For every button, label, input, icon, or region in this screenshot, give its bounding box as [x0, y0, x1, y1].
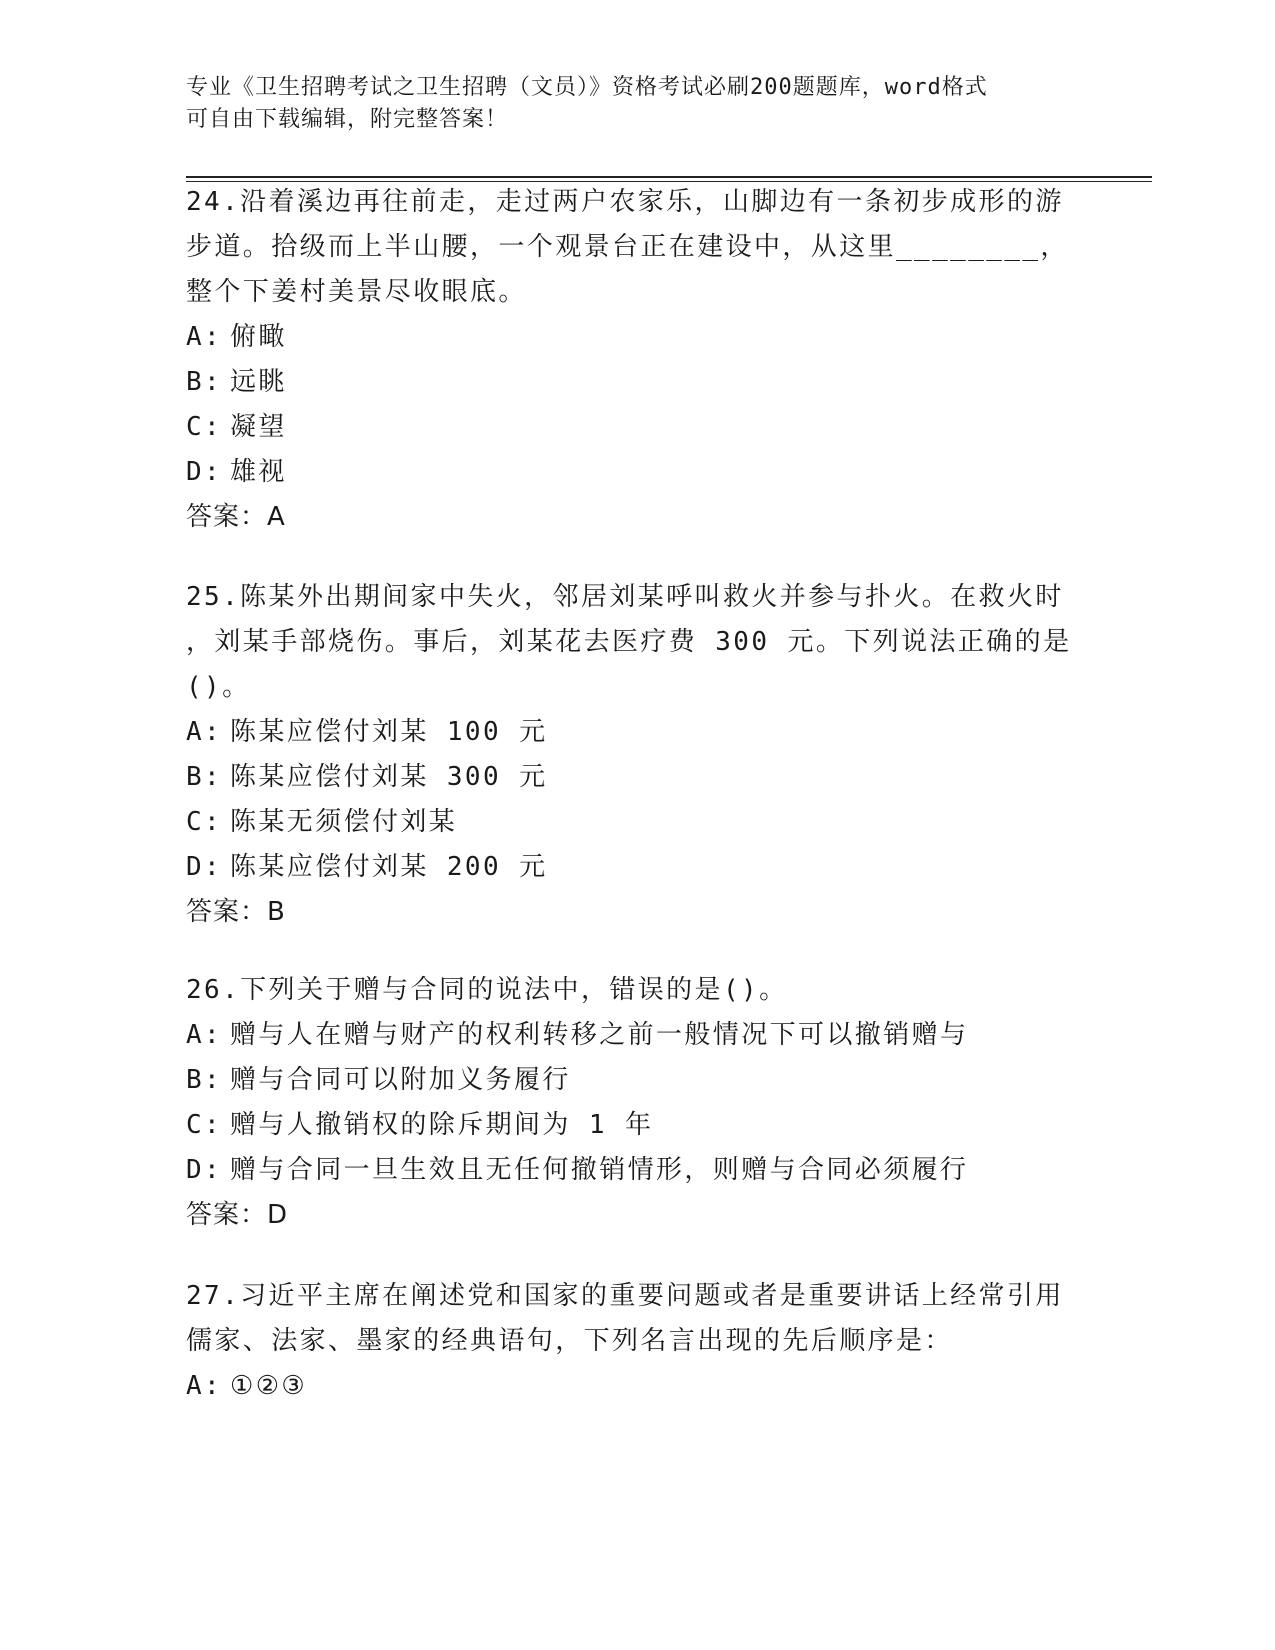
header-line-2: 可自由下载编辑，附完整答案！: [186, 107, 509, 132]
option-text: ①②③: [230, 1371, 308, 1401]
option-text: 赠与合同一旦生效且无任何撤销情形，则赠与合同必须履行: [230, 1155, 969, 1185]
option-a: [186, 315, 1086, 360]
option-text: 陈某无须偿付刘某: [230, 807, 458, 837]
option-letter: B:: [186, 1065, 223, 1095]
option-text: 凝望: [230, 412, 287, 442]
option-text: 雄视: [230, 457, 287, 487]
question-26: [186, 968, 1086, 1238]
question-27: [186, 1274, 1086, 1409]
question-stem-line: ，刘某手部烧伤。事后，刘某花去医疗费 300 元。下列说法正确的是: [186, 627, 1072, 657]
question-stem-line: 步道。拾级而上半山腰，一个观景台正在建设中，从这里________，: [186, 232, 1069, 262]
document-header: [186, 72, 1066, 136]
question-stem-line: 26.下列关于赠与合同的说法中，错误的是()。: [186, 975, 788, 1005]
option-b: [186, 1058, 1086, 1103]
option-text: 远眺: [230, 367, 287, 397]
option-letter: D:: [186, 1155, 223, 1185]
option-text: 赠与人撤销权的除斥期间为 1 年: [230, 1110, 654, 1140]
answer-line: 答案：A: [186, 502, 286, 532]
option-letter: D:: [186, 852, 223, 882]
option-letter: A:: [186, 1020, 223, 1050]
option-d: [186, 1148, 1086, 1193]
question-24: [186, 180, 1086, 540]
question-stem-line: 25.陈某外出期间家中失火，邻居刘某呼叫救火并参与扑火。在救火时: [186, 582, 1064, 612]
option-letter: A:: [186, 322, 223, 352]
option-d: [186, 450, 1086, 495]
option-letter: B:: [186, 762, 223, 792]
option-text: 赠与合同可以附加义务履行: [230, 1065, 571, 1095]
option-letter: A:: [186, 717, 223, 747]
option-letter: D:: [186, 457, 223, 487]
option-a: [186, 1364, 1086, 1409]
option-letter: C:: [186, 807, 223, 837]
option-c: [186, 800, 1086, 845]
option-d: [186, 845, 1086, 890]
option-b: [186, 360, 1086, 405]
option-letter: C:: [186, 412, 223, 442]
question-stem-line: 儒家、法家、墨家的经典语句，下列名言出现的先后顺序是：: [186, 1326, 953, 1356]
option-c: [186, 1103, 1086, 1148]
answer-line: 答案：D: [186, 1200, 289, 1230]
answer-line: 答案：B: [186, 897, 286, 927]
question-stem-line: 27.习近平主席在阐述党和国家的重要问题或者是重要讲话上经常引用: [186, 1281, 1064, 1311]
option-text: 陈某应偿付刘某 300 元: [230, 762, 548, 792]
header-line-1: 专业《卫生招聘考试之卫生招聘（文员）》资格考试必刷200题题库，word格式: [186, 75, 988, 100]
option-b: [186, 755, 1086, 800]
header-divider: [186, 176, 1152, 178]
option-a: [186, 1013, 1086, 1058]
option-letter: C:: [186, 1110, 223, 1140]
option-letter: B:: [186, 367, 223, 397]
question-25: [186, 575, 1086, 935]
option-a: [186, 710, 1086, 755]
option-letter: A:: [186, 1371, 223, 1401]
option-text: 陈某应偿付刘某 100 元: [230, 717, 548, 747]
option-text: 俯瞰: [230, 322, 287, 352]
question-stem-line: 整个下姜村美景尽收眼底。: [186, 277, 527, 307]
question-stem-line: 24.沿着溪边再往前走，走过两户农家乐，山脚边有一条初步成形的游: [186, 187, 1064, 217]
question-stem-line: ()。: [186, 672, 251, 702]
option-text: 陈某应偿付刘某 200 元: [230, 852, 548, 882]
option-c: [186, 405, 1086, 450]
option-text: 赠与人在赠与财产的权利转移之前一般情况下可以撤销赠与: [230, 1020, 969, 1050]
